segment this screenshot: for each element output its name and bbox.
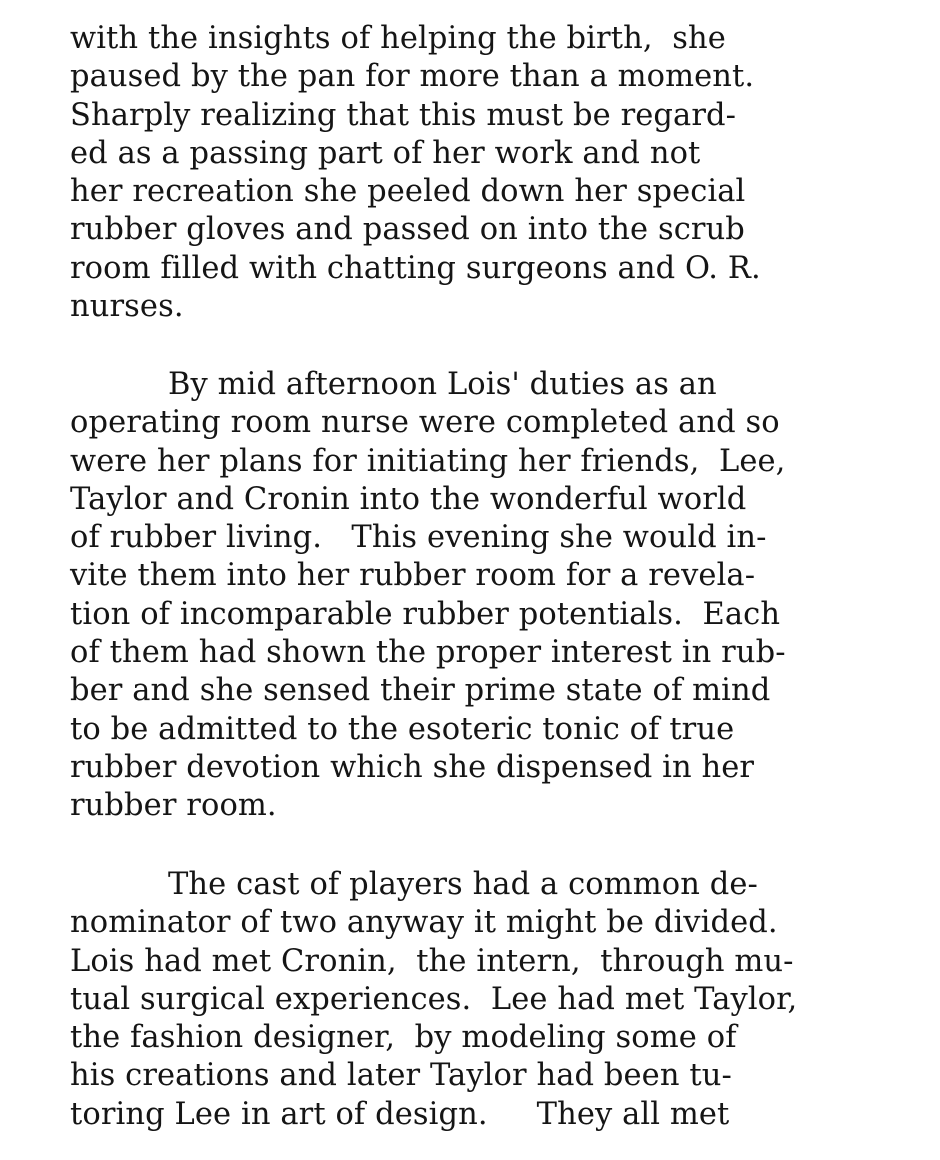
text-line: ed as a passing part of her work and not (70, 135, 701, 171)
text-line: Taylor and Cronin into the wonderful world (70, 481, 747, 517)
text-line: toring Lee in art of design. They all met (70, 1096, 730, 1132)
text-line: nurses. (70, 289, 184, 325)
text-line: paused by the pan for more than a moment. (70, 59, 755, 95)
text-line: tion of incomparable rubber potentials. Each (70, 596, 781, 632)
text-line: were her plans for initiating her friends, Lee, (70, 443, 786, 479)
paragraph-1 (70, 20, 761, 326)
text-line: to be admitted to the esoteric tonic of true (70, 711, 735, 747)
text-line: nominator of two anyway it might be divided. (70, 905, 778, 941)
text-line: rubber gloves and passed on into the scrub (70, 212, 745, 248)
text-line: operating room nurse were completed and so (70, 405, 780, 441)
text-line: rubber room. (70, 788, 277, 824)
text-line: of them had shown the proper interest in rub- (70, 635, 786, 671)
text-line: Lois had met Cronin, the intern, through mu- (70, 943, 794, 979)
text-line: with the insights of helping the birth, she (70, 21, 726, 56)
paragraph-3 (70, 866, 797, 1134)
text-line: vite them into her rubber room for a revela- (70, 558, 756, 594)
text-line: of rubber living. This evening she would in- (70, 520, 767, 556)
text-line: ber and she sensed their prime state of mind (70, 673, 771, 709)
text-line: tual surgical experiences. Lee had met Taylor, (70, 981, 798, 1017)
text-line: her recreation she peeled down her special (70, 174, 746, 210)
text-line: The cast of players had a common de- (70, 867, 758, 902)
text-line: Sharply realizing that this must be regard- (70, 97, 737, 133)
paragraph-2 (70, 366, 786, 826)
text-line: rubber devotion which she dispensed in her (70, 749, 755, 785)
text-line: By mid afternoon Lois' duties as an (70, 367, 717, 402)
text-line: room filled with chatting surgeons and O. R. (70, 250, 761, 286)
text-line: the fashion designer, by modeling some of (70, 1020, 737, 1056)
text-line: his creations and later Taylor had been tu- (70, 1058, 732, 1094)
